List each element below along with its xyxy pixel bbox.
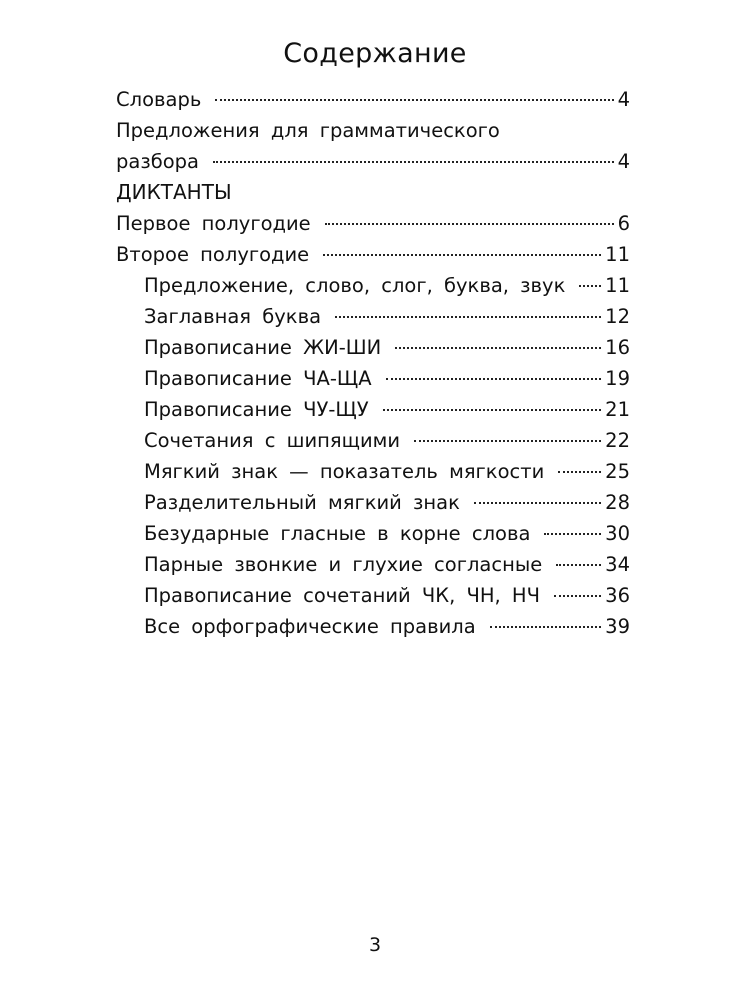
- toc-subentry[interactable]: [144, 332, 630, 363]
- toc-entry-label: Сочетания с шипящими: [144, 429, 401, 452]
- dot-leader: [323, 254, 601, 256]
- toc-entry-page: 28: [605, 491, 630, 514]
- toc-subentry[interactable]: [144, 394, 630, 425]
- toc-entry-page: 4: [617, 88, 630, 111]
- toc-entry-page: 25: [605, 460, 630, 483]
- toc-entry-label: Все орфографические правила: [144, 615, 476, 638]
- toc-entry-page: 39: [605, 615, 630, 638]
- toc-entry-label: Предложения для грамматического: [116, 119, 500, 142]
- toc-entry-page: 16: [605, 336, 630, 359]
- dot-leader: [213, 161, 614, 163]
- toc-subentry[interactable]: [144, 301, 630, 332]
- toc-entry-label: Словарь: [116, 88, 202, 111]
- toc-entry-grammar-line2[interactable]: [116, 146, 630, 177]
- toc-entry-label: Разделительный мягкий знак: [144, 491, 460, 514]
- section-heading: ДИКТАНТЫ: [116, 180, 232, 204]
- dot-leader: [544, 533, 601, 535]
- toc-entry-label: Парные звонкие и глухие согласные: [144, 553, 543, 576]
- dot-leader: [579, 285, 601, 287]
- toc-entry-page: 22: [605, 429, 630, 452]
- toc-entry-page: 21: [605, 398, 630, 421]
- toc-entry-label: Правописание ЧА-ЩА: [144, 367, 372, 390]
- dot-leader: [558, 471, 601, 473]
- toc-subentry[interactable]: [144, 456, 630, 487]
- toc-subentry[interactable]: [144, 363, 630, 394]
- toc-entry-page: 34: [605, 553, 630, 576]
- toc-entry-dictionary[interactable]: [116, 84, 630, 115]
- dot-leader: [556, 564, 601, 566]
- toc-subentry[interactable]: [144, 580, 630, 611]
- toc-subentry[interactable]: [144, 487, 630, 518]
- toc-section-dictations: [116, 177, 630, 208]
- dot-leader: [386, 378, 602, 380]
- toc-subentry[interactable]: [144, 425, 630, 456]
- dot-leader: [215, 99, 613, 101]
- toc-entry-grammar-line1[interactable]: [116, 115, 630, 146]
- toc-subentry[interactable]: [144, 611, 630, 642]
- page-title: Содержание: [283, 38, 467, 69]
- dot-leader: [335, 316, 601, 318]
- toc-entry-page: 12: [605, 305, 630, 328]
- dot-leader: [414, 440, 601, 442]
- toc-entry-page: 11: [605, 274, 630, 297]
- toc-entry-label: Правописание ЖИ-ШИ: [144, 336, 382, 359]
- dot-leader: [554, 595, 601, 597]
- toc-entry-page: 36: [605, 584, 630, 607]
- toc-subentry[interactable]: [144, 549, 630, 580]
- toc-entry-first-half[interactable]: [116, 208, 630, 239]
- toc-entry-second-half[interactable]: [116, 239, 630, 270]
- dot-leader: [325, 223, 614, 225]
- dot-leader: [395, 347, 601, 349]
- toc-entry-label: Безударные гласные в корне слова: [144, 522, 531, 545]
- toc-entry-label: Второе полугодие: [116, 243, 310, 266]
- toc-entry-label: разбора: [116, 150, 199, 173]
- toc-entry-label: Правописание ЧУ-ЩУ: [144, 398, 369, 421]
- dot-leader: [474, 502, 601, 504]
- toc-entry-page: 4: [617, 150, 630, 173]
- page-number: 3: [368, 934, 382, 956]
- toc-subentry[interactable]: [144, 518, 630, 549]
- toc-entry-label: Правописание сочетаний ЧК, ЧН, НЧ: [144, 584, 540, 607]
- toc-subentry[interactable]: [144, 270, 630, 301]
- toc-entry-label: Первое полугодие: [116, 212, 311, 235]
- toc-entry-page: 6: [617, 212, 630, 235]
- toc-entry-page: 30: [605, 522, 630, 545]
- toc-entry-label: Предложение, слово, слог, буква, звук: [144, 274, 566, 297]
- toc-entry-page: 19: [605, 367, 630, 390]
- dot-leader: [490, 626, 602, 628]
- toc-entry-label: Заглавная буква: [144, 305, 322, 328]
- toc-entry-page: 11: [605, 243, 630, 266]
- toc-entry-label: Мягкий знак — показатель мягкости: [144, 460, 545, 483]
- dot-leader: [383, 409, 602, 411]
- table-of-contents: [116, 84, 630, 642]
